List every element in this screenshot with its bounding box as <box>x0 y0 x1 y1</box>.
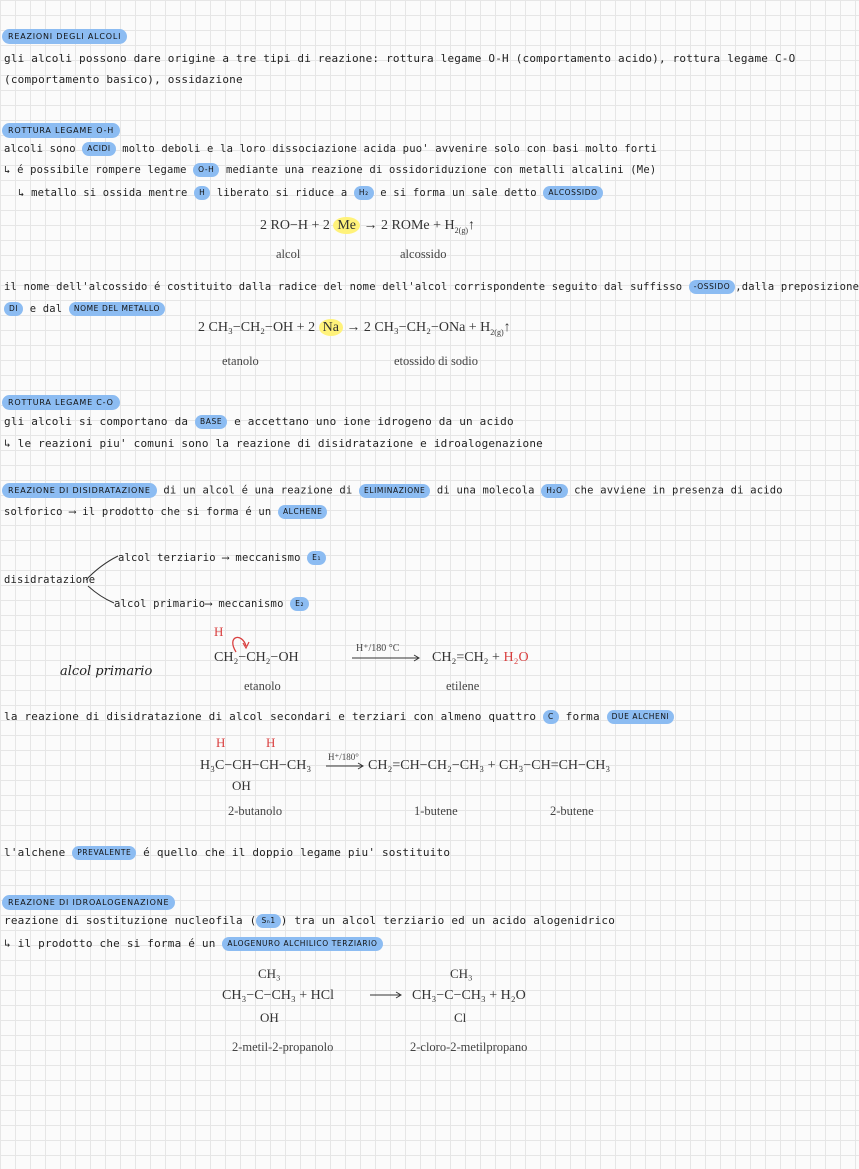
eq4-oh: OH <box>232 778 251 793</box>
co-line-1: gli alcoli si comportano da BASE e accettano uno ione idrogeno da un acido <box>4 415 514 428</box>
arrow-icon: ⟶ <box>69 506 76 518</box>
eq3-condition: H⁺/180 °C <box>356 643 400 654</box>
eq5-left: CH₃−C−CH₃ + HCl <box>222 988 335 1003</box>
highlight-e2: E₂ <box>290 597 309 611</box>
highlight-na: Na <box>319 319 343 336</box>
label-2-cloro-2-metilpropano: 2-cloro-2-metilpropano <box>410 1040 528 1054</box>
label-etanolo: etanolo <box>222 354 259 368</box>
tree-branch-terziario: alcol terziario ⟶ meccanismo E₁ <box>118 551 326 565</box>
idro-line-1: reazione di sostituzione nucleofila ( Sₙ1 ) tra un alcol terziario ed un acido alogenidrico <box>4 914 616 927</box>
eq5-top-left: CH₃ <box>258 966 281 981</box>
label-alcossido: alcossido <box>400 247 447 261</box>
eq3-right: CH₂=CH₂ + H₂O <box>432 650 529 665</box>
highlight-oh: O-H <box>193 163 219 177</box>
label-2-butanolo: 2-butanolo <box>228 804 283 818</box>
eq4-h1: H <box>216 735 226 750</box>
highlight-acidi: ACIDI <box>82 142 115 156</box>
idro-line-2: ↳ il prodotto che si forma é un ALOGENURO ALCHILICO TERZIARIO <box>4 937 383 951</box>
oh-line-4: il nome dell'alcossido é costituito dalla radice del nome dell'alcol corrispondente seguito dal suffisso -OSSIDO ,dalla preposizione <box>4 281 859 293</box>
cursive-alcol-primario: alcol primario <box>60 664 153 679</box>
heading-reazioni-alcoli: REAZIONI DEGLI ALCOLI <box>2 26 127 45</box>
heading-rottura-co: ROTTURA LEGAME C-O <box>2 392 120 411</box>
heading-rottura-oh: ROTTURA LEGAME O-H <box>2 120 120 139</box>
highlight-alogenuro: ALOGENURO ALCHILICO TERZIARIO <box>222 937 382 951</box>
eq4-h2: H <box>266 735 276 750</box>
highlight-prevalente: PREVALENTE <box>72 846 136 860</box>
oh-line-5: DI e dal NOME DEL METALLO <box>4 302 165 316</box>
highlight-sn1: Sₙ1 <box>256 914 280 928</box>
arrow-icon: ↳ <box>4 437 11 450</box>
equation-etossido: 2 CH₃−CH₂−OH + 2 Na → 2 $CH_3-CH_2-ONa + H_{2(g)}↑$ <box>198 320 511 337</box>
highlight-due-alcheni: DUE ALCHENI <box>607 710 675 724</box>
label-2-metil-2-propanolo: 2-metil-2-propanolo <box>232 1040 334 1054</box>
arrow-icon: ↳ <box>18 187 25 199</box>
eq3-left: CH₂−CH₂−OH <box>214 650 299 665</box>
highlight-h2: H₂ <box>354 186 374 200</box>
arrow-icon: ⟶ <box>222 552 229 564</box>
highlight-ossido: -OSSIDO <box>689 280 735 294</box>
dis-line-4: l'alchene PREVALENTE é quello che il doppio legame piu' sostituito <box>4 846 451 859</box>
highlight-h2o: H₂O <box>541 484 567 498</box>
tree-branch-primario: alcol primario⟶ meccanismo E₂ <box>114 597 309 611</box>
label-etanolo-2: etanolo <box>244 679 281 693</box>
highlight-eliminazione: ELIMINAZIONE <box>359 484 430 498</box>
oh-line-2: ↳ é possibile rompere legame O-H mediante una reazione di ossidoriduzione con metalli alcalini (Me) <box>4 164 657 176</box>
arrow-icon: ↳ <box>4 937 11 950</box>
highlight-alchene: ALCHENE <box>278 505 327 519</box>
label-alcol: alcol <box>276 247 301 261</box>
highlight-base: BASE <box>195 415 227 429</box>
highlight-di: DI <box>4 302 23 316</box>
eq5-bottom-left: OH <box>260 1010 279 1025</box>
eq4-left: H₃C−CH−CH−CH₃ <box>200 758 312 773</box>
oh-line-3: ↳ metallo si ossida mentre H liberato si riduce a H₂ e si forma un sale detto ALCOSSIDO <box>18 186 603 200</box>
dis-line-3: la reazione di disidratazione di alcol secondari e terziari con almeno quattro C forma DUE ALCHENI <box>4 710 674 724</box>
oh-line-1: alcoli sono ACIDI molto deboli e la loro dissociazione acida puo' avvenire solo con basi molto forti <box>4 143 658 155</box>
eq5-bottom-right: Cl <box>454 1010 467 1025</box>
dis-line-1: REAZIONE DI DISIDRATAZIONE di un alcol é una reazione di ELIMINAZIONE di una molecola H₂O che avviene in presenza di acido <box>2 483 783 498</box>
tree-root: disidratazione <box>4 574 96 586</box>
eq4-condition: H⁺/180° <box>328 752 359 762</box>
arrow-icon: ↳ <box>4 164 11 176</box>
highlight-e1: E₁ <box>307 551 326 565</box>
co-line-2: ↳ le reazioni piu' comuni sono la reazione di disidratazione e idroalogenazione <box>4 437 543 450</box>
label-1-butene: 1-butene <box>414 804 458 818</box>
eq5-top-right: CH₃ <box>450 966 473 981</box>
heading-disidratazione: REAZIONE DI DISIDRATAZIONE <box>2 483 157 498</box>
eq3-h: H <box>214 624 224 639</box>
heading-idroalogenazione: REAZIONE DI IDROALOGENAZIONE <box>2 892 175 911</box>
highlight-nome-metallo: NOME DEL METALLO <box>69 302 165 316</box>
dis-line-2: solforico ⟶ il prodotto che si forma é un ALCHENE <box>4 505 327 519</box>
arrow-icon: ⟶ <box>205 598 212 610</box>
eq5-right: CH₃−C−CH₃ + H₂O <box>412 988 526 1003</box>
label-etossido: etossido di sodio <box>394 354 479 368</box>
highlight-me: Me <box>333 217 360 234</box>
intro-line-1: gli alcoli possono dare origine a tre tipi di reazione: rottura legame O-H (comportamento acido), rottura legame C-O <box>4 52 796 65</box>
highlight-alcossido: ALCOSSIDO <box>543 186 602 200</box>
highlight-h: H <box>194 186 210 200</box>
highlight-c: C <box>543 710 559 724</box>
label-2-butene: 2-butene <box>550 804 594 818</box>
intro-line-2: (comportamento basico), ossidazione <box>4 73 243 86</box>
label-etilene: etilene <box>446 679 480 693</box>
equation-alcossido: 2 RO−H + 2 Me → 2 ROMe + $H_{2(g)}↑$ <box>260 218 475 235</box>
eq4-right: CH₂=CH−CH₂−CH₃ + CH₃−CH=CH−CH₃ <box>368 758 611 773</box>
